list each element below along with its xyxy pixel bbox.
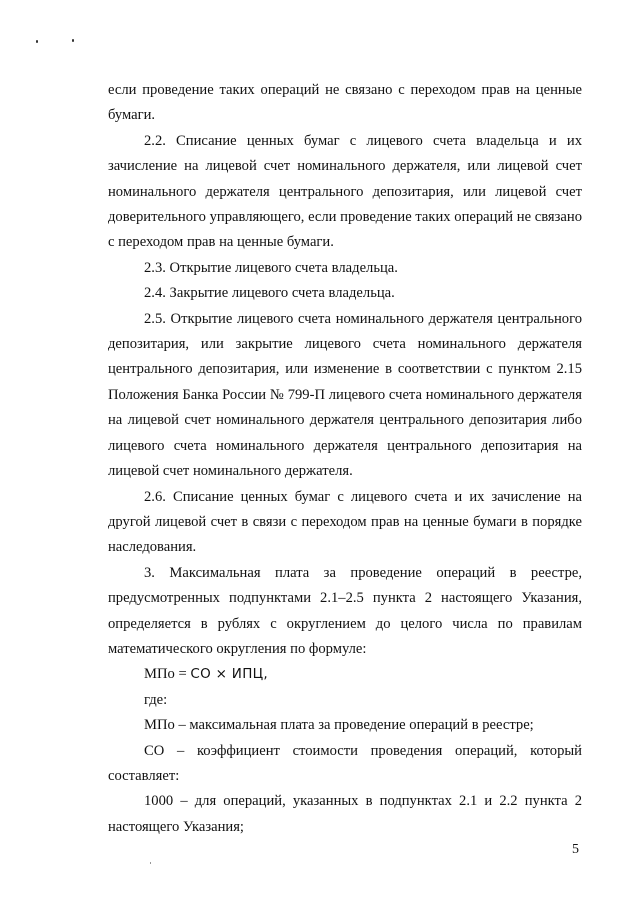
formula-rhs: СО × ИПЦ, [190, 666, 269, 683]
paragraph-2-6: 2.6. Списание ценных бумаг с лицевого счета и их зачисление на другой лицевой счет в связи с переходом прав на ценные бумаги в порядке наследования. [108, 488, 582, 556]
document-body [108, 78, 582, 840]
paragraph-3: 3. Максимальная плата за проведение операций в реестре, предусмотренных подпунктами 2.1–2.5 пункта 2 настоящего Указания, определяется в рублях с округлением до целого числа по правилам математического округления по формуле: [108, 564, 582, 657]
formula-equals: = [174, 666, 191, 683]
paragraph-continuation: если проведение таких операций не связано с переходом прав на ценные бумаги. [108, 82, 582, 124]
scan-speck [36, 40, 38, 43]
paragraph-2-3: 2.3. Открытие лицевого счета владельца. [144, 259, 398, 276]
paragraph-2-5: 2.5. Открытие лицевого счета номинального держателя центрального депозитария, или закрытие лицевого счета номинального держателя центрального депозитария, или изменение в соответствии с пунктом 2.15 Положения Банка России № 799-П лицевого счета номинального держателя на лицевой счет номинального держателя центрального депозитария либо лицевого счета номинального держателя центрального депозитария на лицевой счет номинального держателя. [108, 310, 582, 480]
formula-lhs: МПо [144, 666, 175, 683]
page-number: 5 [572, 842, 579, 857]
definition-mpo: МПо – максимальная плата за проведение операций в реестре; [144, 717, 534, 734]
paragraph-2-2: 2.2. Списание ценных бумаг с лицевого счета владельца и их зачисление на лицевой счет номинального держателя, или лицевой счет номинального держателя центрального депозитария, или лицевой счет доверительного управляющего, если проведение таких операций не связано с переходом прав на ценные бумаги. [108, 132, 582, 251]
paragraph-2-4: 2.4. Закрытие лицевого счета владельца. [144, 285, 395, 302]
definition-1000: 1000 – для операций, указанных в подпунктах 2.1 и 2.2 пункта 2 настоящего Указания; [108, 793, 582, 835]
scan-speck [72, 39, 74, 42]
definition-co: СО – коэффициент стоимости проведения операций, который составляет: [108, 742, 582, 784]
where-label: где: [144, 691, 168, 708]
formula [108, 662, 582, 687]
scan-speck [150, 862, 151, 864]
